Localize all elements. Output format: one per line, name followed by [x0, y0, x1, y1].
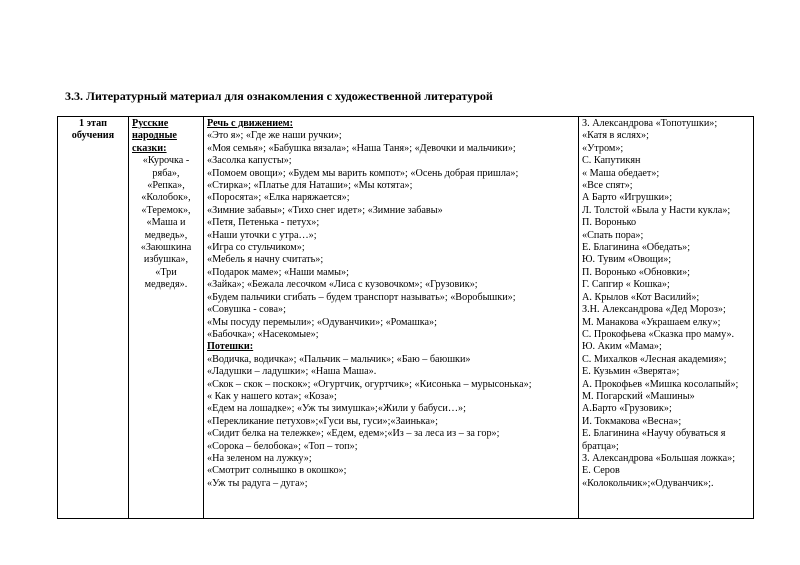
speech-item: «Мебель я начну считать»; — [207, 254, 324, 266]
speech-item: «Игра со стульчиком»; — [207, 242, 305, 254]
author-item: А. Крылов «Кот Василий»; — [582, 291, 700, 303]
author-item: « Маша обедает»; — [582, 167, 660, 179]
fairy-tale-item: «Теремок», — [141, 204, 191, 216]
fairy-tales-list — [132, 155, 200, 291]
fairy-tale-item: медведя». — [144, 279, 188, 291]
fairy-tale-item: «Маша и — [146, 217, 186, 229]
rhyme-item: «Перекликание петухов»;«Гуси вы, гуси»;«Заинька»; — [207, 415, 438, 427]
stage-cell — [58, 117, 129, 519]
author-item: М. Манакова «Украшаем елку»; — [582, 316, 721, 328]
author-item: Е. Кузьмин «Зверята»; — [582, 366, 680, 378]
rhyme-item: «Смотрит солнышко в окошко»; — [207, 465, 347, 477]
speech-item: «Совушка - сова»; — [207, 304, 286, 316]
literature-table — [57, 116, 754, 519]
author-item: Ю. Аким «Мама»; — [582, 341, 662, 353]
speech-item: «Зайка»; «Бежала лесочком «Лиса с кузовочком»; «Грузовик»; — [207, 279, 478, 291]
rhyme-item: «На зеленом на лужку»; — [207, 452, 312, 464]
author-item: «Спать пора»; — [582, 229, 644, 241]
fairy-tale-item: медведь», — [144, 229, 188, 241]
author-item: «Утром»; — [582, 142, 624, 154]
author-item: Г. Сапгир « Кошка»; — [582, 279, 670, 291]
fairy-tale-item: «Заюшкина — [140, 242, 192, 254]
fairy-tale-item: «Колобок», — [141, 192, 191, 204]
author-item: «Колокольчик»;«Одуванчик»;. — [582, 477, 714, 489]
author-item: Е. Благинина «Научу обуваться я братца»; — [582, 428, 726, 452]
speech-item: «Моя семья»; «Бабушка вязала»; «Наша Таня»; «Девочки и мальчики»; — [207, 142, 516, 154]
speech-item: «Бабочка»; «Насекомые»; — [207, 328, 319, 340]
speech-item: «Петя, Петенька - петух»; — [207, 217, 320, 229]
stage-label: обучения — [71, 130, 115, 142]
author-item: З.Н. Александрова «Дед Мороз»; — [582, 304, 726, 316]
section-heading: 3.3. Литературный материал для ознакомления с художественной литературой — [65, 89, 493, 103]
author-item: Е. Серов — [582, 465, 620, 477]
author-item: А.Барто «Грузовик»; — [582, 403, 672, 415]
table-row — [58, 117, 754, 519]
fairy-tale-item: ряба», — [152, 167, 180, 179]
author-item: П. Воронько — [582, 217, 637, 229]
rhyme-item: «Ладушки – ладушки»; «Наша Маша». — [207, 366, 377, 378]
author-item: З. Александрова «Большая ложка»; — [582, 452, 736, 464]
fairy-tale-item: избушка», — [143, 254, 189, 266]
author-item: С. Прокофьева «Сказка про маму». — [582, 328, 735, 340]
speech-item: «Зимние забавы»; «Тихо снег идет»; «Зимние забавы» — [207, 204, 443, 216]
authors-cell — [579, 117, 754, 519]
author-item: Ю. Тувим «Овощи»; — [582, 254, 672, 266]
speech-item: «Это я»; «Где же наши ручки»; — [207, 130, 342, 142]
speech-rhymes-cell — [204, 117, 579, 519]
fairy-tales-cell — [129, 117, 204, 519]
author-item: «Все спят»; — [582, 180, 633, 192]
fairy-tale-item: «Три — [155, 266, 177, 278]
speech-movement-heading: Речь с движением: — [207, 118, 293, 129]
rhyme-item: «Водичка, водичка»; «Пальчик – мальчик»; «Баю – баюшки» — [207, 353, 471, 365]
speech-item: «Наши уточки с утра…»; — [207, 229, 317, 241]
author-item: М. Погарский «Машины» — [582, 390, 695, 402]
author-item: Л. Толстой «Была у Насти кукла»; — [582, 204, 731, 216]
fairy-tales-title: народные — [132, 130, 177, 142]
speech-item: «Засолка капусты»; — [207, 155, 292, 167]
rhymes-heading: Потешки: — [207, 341, 254, 353]
fairy-tales-title: Русские — [132, 118, 169, 129]
rhyme-item: «Сорока – белобока»; «Топ – топ»; — [207, 440, 358, 452]
speech-movement-list — [207, 130, 575, 341]
authors-list — [582, 118, 750, 490]
rhyme-item: « Как у нашего кота»; «Коза»; — [207, 390, 337, 402]
rhyme-item: «Уж ты радуга – дуга»; — [207, 477, 308, 489]
speech-item: «Помоем овощи»; «Будем мы варить компот»; «Осень добрая пришла»; — [207, 167, 519, 179]
speech-item: «Будем пальчики сгибать – будем транспорт называть»; «Воробышки»; — [207, 291, 516, 303]
rhyme-item: «Скок – скок – поскок»; «Огуртчик, огуртчик»; «Кисонька – мурысонька»; — [207, 378, 532, 390]
rhyme-item: «Сидит белка на тележке»; «Едем, едем»;«Из – за леса из – за гор»; — [207, 428, 500, 440]
speech-item: «Подарок маме»; «Наши мамы»; — [207, 266, 349, 278]
fairy-tales-title: сказки: — [132, 142, 167, 154]
author-item: П. Воронько «Обновки»; — [582, 266, 691, 278]
rhyme-item: «Едем на лошадке»; «Уж ты зимушка»;«Жили у бабуси…»; — [207, 403, 466, 415]
rhymes-list — [207, 354, 575, 490]
speech-item: «Поросята»; «Елка наряжается»; — [207, 192, 350, 204]
author-item: Е. Благинина «Обедать»; — [582, 242, 691, 254]
author-item: З. Александрова «Топотушки»; — [582, 118, 718, 129]
author-item: А Барто «Игрушки»; — [582, 192, 673, 204]
fairy-tale-item: «Курочка - — [142, 155, 190, 167]
stage-label: 1 этап — [78, 118, 107, 129]
author-item: С. Капутикян — [582, 155, 641, 167]
fairy-tale-item: «Репка», — [147, 180, 185, 192]
author-item: А. Прокофьев «Мишка косолапый»; — [582, 378, 739, 390]
author-item: «Катя в яслях»; — [582, 130, 649, 142]
speech-item: «Мы посуду перемыли»; «Одуванчики»; «Ромашка»; — [207, 316, 437, 328]
author-item: И. Токмакова «Весна»; — [582, 415, 682, 427]
author-item: С. Михалков «Лесная академия»; — [582, 353, 727, 365]
speech-item: «Стирка»; «Платье для Наташи»; «Мы котята»; — [207, 180, 413, 192]
